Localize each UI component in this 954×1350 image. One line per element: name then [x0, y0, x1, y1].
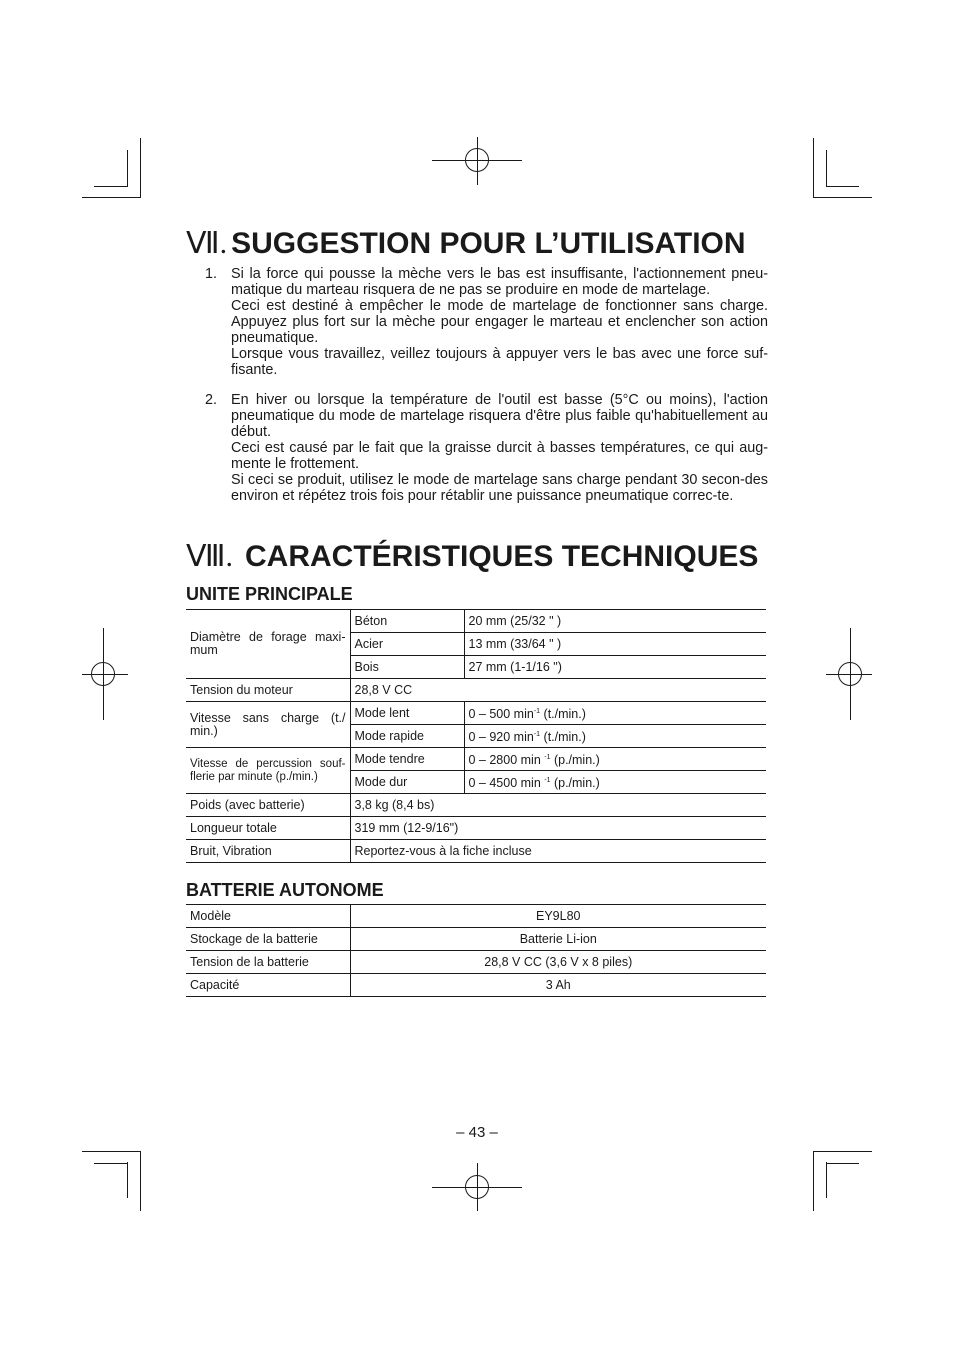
spec-sublabel: Mode lent [350, 702, 464, 725]
table-row [186, 974, 766, 997]
spec-label: Poids (avec batterie) [186, 794, 350, 817]
paragraph: Lorsque vous travaillez, veillez toujours à appuyer vers le bas avec une force suf-fisante. [231, 346, 768, 378]
spec-label: Longueur totale [186, 817, 350, 840]
battery-heading: BATTERIE AUTONOME [186, 880, 384, 900]
value-text: 0 – 500 min [468, 707, 534, 721]
spec-label: Diamètre de forage maxi-mum [186, 610, 350, 679]
spec-value [464, 771, 766, 794]
spec-value: 3,8 kg (8,4 bs) [350, 794, 766, 817]
spec-value: Batterie Li-ion [350, 928, 766, 951]
list-item-number: 2. [205, 392, 218, 408]
spec-label: Tension de la batterie [186, 951, 350, 974]
table-row [186, 679, 766, 702]
value-unit: (p./min.) [550, 753, 600, 767]
value-text: 0 – 4500 min [468, 776, 545, 790]
spec-value [464, 748, 766, 771]
main-unit-heading: UNITE PRINCIPALE [186, 584, 353, 604]
section-8-title [186, 542, 758, 572]
table-row [186, 794, 766, 817]
spec-label: Tension du moteur [186, 679, 350, 702]
spec-label: Capacité [186, 974, 350, 997]
value-unit: (p./min.) [550, 776, 600, 790]
spec-label: Vitesse sans charge (t./ min.) [186, 702, 350, 748]
table-row [186, 840, 766, 863]
spec-sublabel: Acier [350, 633, 464, 656]
spec-label: Bruit, Vibration [186, 840, 350, 863]
section-7-heading-text: SUGGESTION POUR L’UTILISATION [231, 227, 746, 260]
section-7-number: Ⅶ. [186, 227, 228, 260]
spec-sublabel: Bois [350, 656, 464, 679]
spec-sublabel: Mode tendre [350, 748, 464, 771]
table-row [186, 817, 766, 840]
page-number: – 43 – [456, 1124, 498, 1141]
paragraph: Si ceci se produit, utilisez le mode de martelage sans charge pendant 30 secon-des environ et répétez trois fois pour rétablir une puissance pneumatique correc-te. [231, 472, 768, 504]
paragraph: Ceci est causé par le fait que la graisse durcit à basses températures, ce qui aug-mente le frottement. [231, 440, 768, 472]
exponent: -1 [544, 754, 551, 761]
paragraph: Si la force qui pousse la mèche vers le bas est insuffisante, l'actionnement pneu-matique du marteau risquera de ne pas se produire en mode de martelage. [231, 266, 768, 298]
spec-value [464, 725, 766, 748]
exponent: -1 [544, 777, 551, 784]
list-item [205, 266, 768, 378]
table-row [186, 610, 766, 633]
usage-suggestions-list [205, 266, 768, 518]
spec-value: 28,8 V CC (3,6 V x 8 piles) [350, 951, 766, 974]
value-text: 0 – 920 min [468, 730, 534, 744]
spec-sublabel: Mode dur [350, 771, 464, 794]
spec-value: EY9L80 [350, 905, 766, 928]
exponent: -1 [533, 708, 541, 715]
table-row [186, 905, 766, 928]
spec-value: Reportez-vous à la fiche incluse [350, 840, 766, 863]
spec-label: Modèle [186, 905, 350, 928]
table-row [186, 928, 766, 951]
spec-value: 28,8 V CC [350, 679, 766, 702]
section-7-title [186, 229, 746, 259]
spec-value: 3 Ah [350, 974, 766, 997]
battery-spec-table [186, 904, 766, 997]
spec-sublabel: Béton [350, 610, 464, 633]
table-row [186, 748, 766, 771]
table-row [186, 702, 766, 725]
value-text: 0 – 2800 min [468, 753, 545, 767]
spec-value: 27 mm (1-1/16 ") [464, 656, 766, 679]
spec-value [464, 702, 766, 725]
spec-label: Stockage de la batterie [186, 928, 350, 951]
paragraph: En hiver ou lorsque la température de l'outil est basse (5°C ou moins), l'action pneumatique du mode de martelage risquera d'être plus faible qu'habituellement au début. [231, 392, 768, 440]
table-row [186, 951, 766, 974]
exponent: -1 [533, 731, 541, 738]
section-8-number: Ⅷ. [186, 540, 234, 573]
value-unit: (t./min.) [540, 707, 586, 721]
spec-sublabel: Mode rapide [350, 725, 464, 748]
list-item-number: 1. [205, 266, 218, 282]
paragraph: Ceci est destiné à empêcher le mode de martelage de fonctionner sans charge. Appuyez plus fort sur la mèche pour engager le marteau et enclencher son action pneumatique. [231, 298, 768, 346]
spec-value: 319 mm (12-9/16") [350, 817, 766, 840]
spec-label: Vitesse de percussion souf-flerie par minute (p./min.) [186, 748, 350, 794]
section-8-heading-text: CARACTÉRISTIQUES TECHNIQUES [245, 540, 759, 573]
main-unit-spec-table [186, 609, 766, 863]
spec-value: 13 mm (33/64 " ) [464, 633, 766, 656]
value-unit: (t./min.) [540, 730, 586, 744]
spec-value: 20 mm (25/32 " ) [464, 610, 766, 633]
list-item [205, 392, 768, 504]
